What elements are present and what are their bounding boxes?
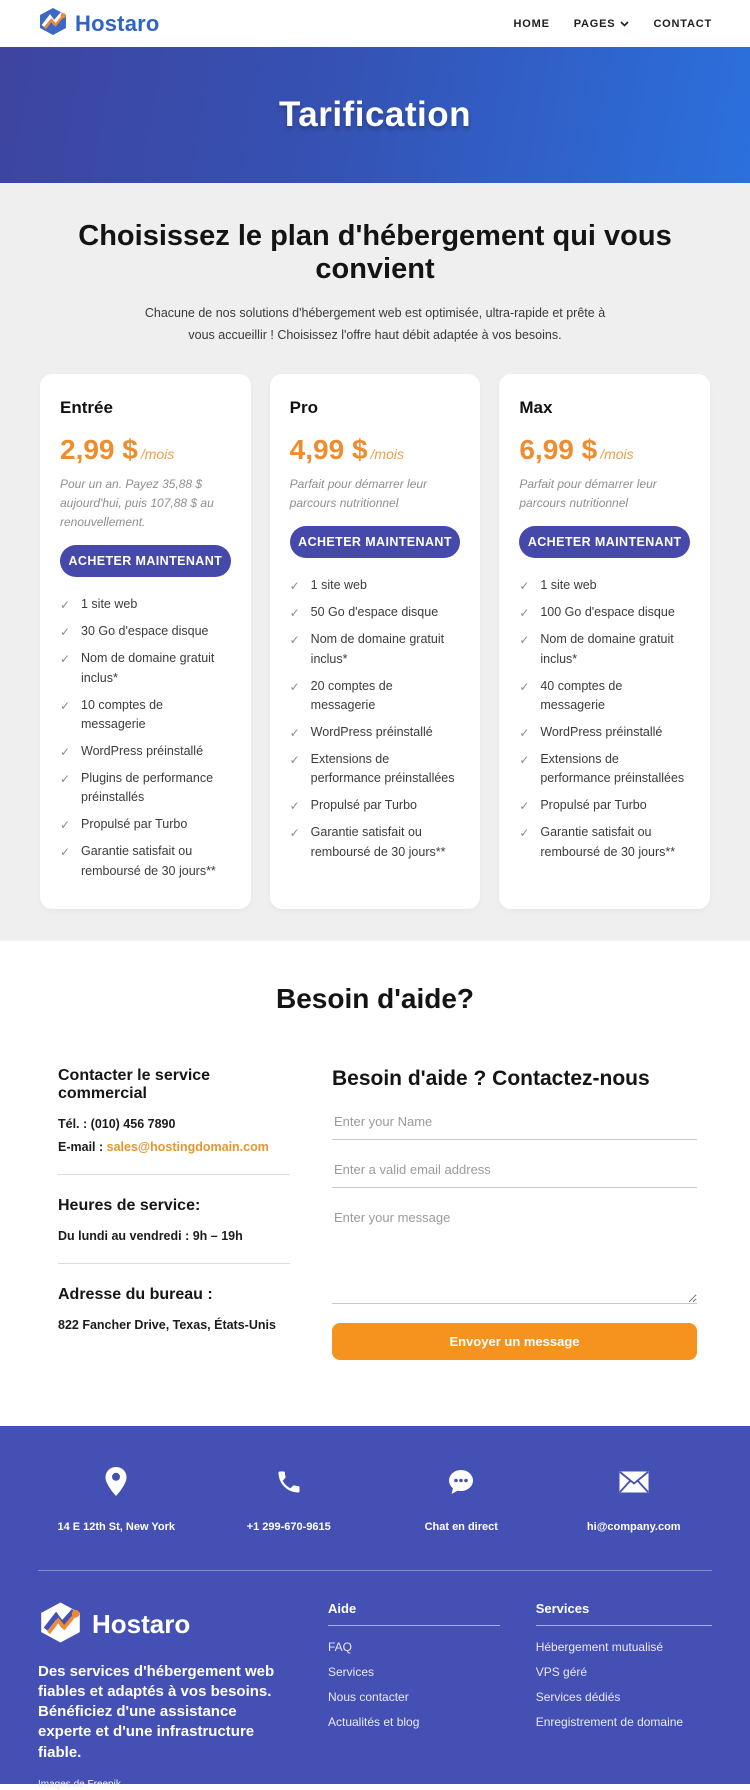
footer-chat-text[interactable]: Chat en direct [424,1520,498,1533]
pricing-subtitle: Chacune de nos solutions d'hébergement web est optimisée, ultra-rapide et prête à vous accueillir ! Choisissez l'offre haut débit adaptée à vos besoins. [144,305,606,343]
pricing-cards [0,374,750,909]
feature-item: ✓ 50 Go d'espace disque [290,603,461,623]
check-icon: ✓ [289,725,300,740]
check-icon: ✓ [60,772,71,787]
feature-item: ✓ 30 Go d'espace disque [60,622,231,642]
check-icon: ✓ [289,633,300,648]
plan-period: /mois [370,445,404,462]
logo-text: Hostaro [75,10,160,36]
feature-item: ✓ Garantie satisfait ou remboursé de 30 jours** [519,823,690,862]
email-line: E-mail : sales@hostingdomain.com [58,1139,269,1154]
feature-item: ✓ Propulsé par Turbo [60,815,231,835]
check-icon: ✓ [289,752,300,767]
hours-heading: Heures de service: [58,1196,201,1214]
check-icon: ✓ [519,752,530,767]
check-icon: ✓ [519,579,530,594]
check-icon: ✓ [519,679,530,694]
check-icon: ✓ [60,818,71,833]
plan-name: Pro [289,397,319,417]
footer-link-services[interactable]: Services [328,1664,375,1679]
feature-item: ✓ Extensions de performance préinstallées [290,750,461,789]
footer-link-nous-contacter[interactable]: Nous contacter [328,1689,409,1704]
footer-credit: Images de Freepik [38,1778,121,1790]
feature-item: ✓ WordPress préinstallé [290,723,461,743]
feature-item: ✓ 20 comptes de messagerie [290,677,461,716]
footer-link-dedies[interactable]: Services dédiés [535,1689,621,1704]
footer-address-text: 14 E 12th St, New York [57,1520,176,1533]
feature-item: ✓ Propulsé par Turbo [519,796,690,816]
feature-item: ✓ Garantie satisfait ou remboursé de 30 jours** [60,842,231,881]
footer-bottom [0,1571,750,1790]
sales-email-link[interactable]: sales@hostingdomain.com [106,1139,269,1154]
nav-pages[interactable]: PAGES [574,18,630,30]
phone-icon [275,1466,303,1498]
feature-item: ✓ Nom de domaine gratuit inclus* [519,630,690,669]
location-pin-icon [104,1466,128,1498]
footer-description: Des services d'hébergement web fiables et adaptés à vos besoins. Bénéficiez d'une assistance experte et d'une infrastructure fiable. [38,1662,275,1761]
check-icon: ✓ [60,652,71,667]
pricing-card-pro [270,374,481,909]
nav-home[interactable]: HOME [513,17,550,30]
email-input[interactable] [332,1153,697,1188]
feature-item: ✓ 1 site web [60,595,231,615]
feature-item: ✓ 40 comptes de messagerie [519,677,690,716]
footer-link-domaine[interactable]: Enregistrement de domaine [535,1714,684,1729]
check-icon: ✓ [60,744,71,759]
feature-list [290,576,461,869]
feature-item: ✓ WordPress préinstallé [519,723,690,743]
send-message-button[interactable]: Envoyer un message [332,1323,697,1360]
check-icon: ✓ [60,845,71,860]
check-icon: ✓ [60,625,71,640]
email-icon [618,1466,650,1498]
plan-price: 6,99 $ [519,433,598,465]
feature-item: ✓ WordPress préinstallé [60,742,231,762]
plan-description: Parfait pour démarrer leur parcours nutritionnel [519,476,657,510]
plan-price-row [290,434,461,466]
check-icon: ✓ [289,799,300,814]
freepik-link[interactable]: Freepik [87,1778,121,1790]
footer-contact-address [30,1466,203,1533]
footer-column-heading: Aide [328,1601,500,1626]
feature-item: ✓ Garantie satisfait ou remboursé de 30 jours** [290,823,461,862]
check-icon: ✓ [289,826,300,841]
chevron-down-icon [620,18,629,30]
feature-item: ✓ 10 comptes de messagerie [60,696,231,735]
name-input[interactable] [332,1105,697,1140]
feature-item: ✓ 1 site web [290,576,461,596]
logo[interactable] [38,7,160,41]
footer-link-faq[interactable]: FAQ [328,1639,353,1654]
feature-item: ✓ Extensions de performance préinstallées [519,750,690,789]
check-icon: ✓ [60,598,71,613]
check-icon: ✓ [519,725,530,740]
address-heading: Adresse du bureau : [58,1285,213,1303]
plan-price-row [519,434,690,466]
check-icon: ✓ [289,579,300,594]
footer-contact-email [548,1466,721,1533]
address-value: 822 Fancher Drive, Texas, États-Unis [58,1317,276,1332]
help-title: Besoin d'aide? [275,982,475,1014]
footer-link-vps[interactable]: VPS géré [535,1664,588,1679]
plan-price: 4,99 $ [289,433,368,465]
plan-name: Max [519,397,553,417]
feature-item: ✓ 100 Go d'espace disque [519,603,690,623]
check-icon: ✓ [289,679,300,694]
site-footer [0,1426,750,1790]
buy-now-button[interactable]: ACHETER MAINTENANT [290,526,461,558]
phone-number: (010) 456 7890 [90,1116,176,1131]
nav-contact[interactable]: CONTACT [653,17,712,30]
footer-links [328,1640,500,1729]
plan-period: /mois [600,445,634,462]
footer-column-aide [328,1601,500,1790]
feature-item: ✓ Nom de domaine gratuit inclus* [290,630,461,669]
footer-email-text[interactable]: hi@company.com [586,1520,681,1533]
pricing-card-max [499,374,710,909]
check-icon: ✓ [519,606,530,621]
check-icon: ✓ [289,606,300,621]
feature-item: ✓ Plugins de performance préinstallés [60,769,231,808]
footer-column-services [536,1601,712,1790]
check-icon: ✓ [60,698,71,713]
divider [58,1174,290,1175]
plan-period: /mois [140,445,175,462]
pricing-section [0,183,750,941]
footer-phone-text[interactable]: +1 299-670-9615 [246,1520,331,1533]
divider [58,1263,290,1264]
footer-logo-text: Hostaro [92,1609,191,1640]
check-icon: ✓ [519,826,530,841]
site-header [0,0,750,47]
pricing-card-entree [40,374,251,909]
hostaro-logo-icon [38,7,68,41]
contact-info [58,1067,290,1360]
plan-price-row [60,434,231,466]
footer-contact-phone [203,1466,376,1533]
page-title: Tarification [278,95,472,134]
feature-list [60,595,231,888]
footer-contacts [0,1466,750,1533]
hero-banner [0,47,750,183]
footer-logo[interactable] [38,1601,286,1649]
plan-price: 2,99 $ [60,433,138,465]
contact-form [332,1067,697,1360]
check-icon: ✓ [519,799,530,814]
message-textarea[interactable] [332,1201,697,1304]
phone-line: Tél. : (010) 456 7890 [58,1116,176,1131]
feature-item: ✓ Nom de domaine gratuit inclus* [60,649,231,688]
footer-link-actualites[interactable]: Actualités et blog [328,1714,420,1729]
plan-description: Pour un an. Payez 35,88 $ aujourd'hui, puis 107,88 $ au renouvellement. [60,476,214,530]
footer-links [536,1640,712,1729]
hours-value: Du lundi au vendredi : 9h – 19h [58,1228,243,1243]
plan-description: Parfait pour démarrer leur parcours nutritionnel [289,476,428,510]
help-section [0,941,750,1426]
form-title: Besoin d'aide ? Contactez-nous [332,1066,650,1090]
feature-item: ✓ 1 site web [519,576,690,596]
footer-column-heading: Services [536,1601,712,1626]
sales-heading: Contacter le service commercial [58,1066,211,1102]
feature-list [519,576,690,869]
footer-contact-chat [375,1466,548,1533]
main-nav [514,18,712,30]
footer-link-hebergement[interactable]: Hébergement mutualisé [535,1639,664,1654]
footer-brand [38,1601,286,1790]
check-icon: ✓ [519,633,530,648]
feature-item: ✓ Propulsé par Turbo [290,796,461,816]
buy-now-button[interactable]: ACHETER MAINTENANT [519,526,690,558]
pricing-title: Choisissez le plan d'hébergement qui vous convient [78,220,672,286]
chat-icon [446,1466,476,1498]
hostaro-logo-icon [38,1601,83,1649]
plan-name: Entrée [60,397,113,417]
buy-now-button[interactable]: ACHETER MAINTENANT [60,545,231,577]
